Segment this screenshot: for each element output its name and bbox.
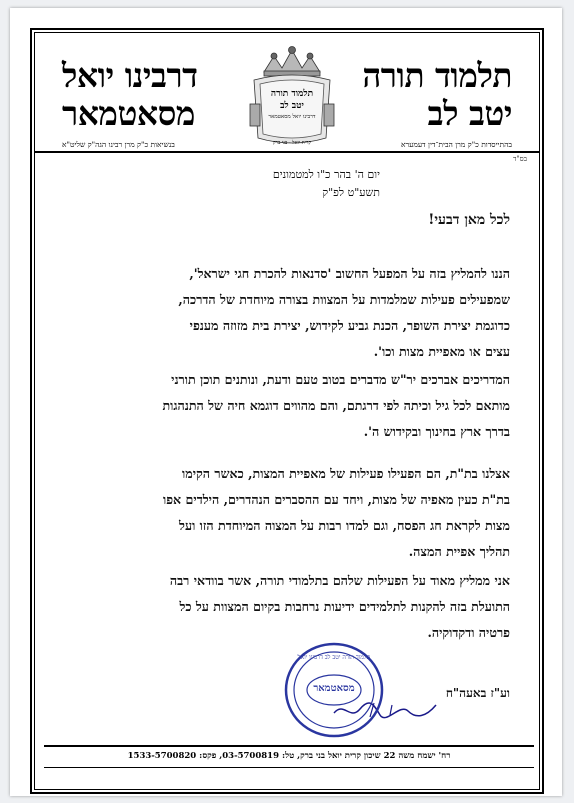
title-right-line2: יטב לב: [427, 94, 512, 133]
paragraph-line: מותאם לכל גיל וכיתה לפי דרגתם, והם מהווים דוגמא חיה של התנהגות: [162, 398, 510, 413]
title-right-line1: תלמוד תורה: [362, 56, 512, 95]
crown-emblem: [244, 44, 340, 152]
bsd-mark: בס"ד: [513, 155, 527, 163]
paragraph-line: שמפעילים פעילות שמלמדות על המצוות בצורה מיוחדת של הדרכה,: [178, 292, 510, 307]
paragraph-line: הננו להמליץ בזה על המפעל החשוב 'סדנאות להכרת חגי ישראל',: [189, 266, 510, 281]
title-left-line1: דרבינו יואל: [62, 56, 198, 95]
paragraph-3: [70, 461, 510, 565]
paragraph-line: מצות לקראת חג הפסח, וגם למדו רבות על המצוה המיוחדת הזו ועל: [179, 518, 510, 533]
paragraph-1: [70, 261, 510, 365]
round-stamp: [282, 640, 386, 740]
paragraph-2: [70, 367, 510, 445]
stamp-ring-text: תלמוד תורה יטב לב דרבינו יואל: [297, 654, 371, 661]
paragraph-line: המדריכים אברכים יר"ש מדברים בטוב טעם ודעת, ונותנים תוכן תורני: [171, 372, 510, 387]
paragraph-line: אצלנו בת"ת, הם הפעילו פעילות של מאפיית המצות, כאשר הקימו: [182, 466, 510, 481]
footer-contact: רח' ישמח משה 22 שיכון קרית יואל בני ברק, טל: 03-5700819, פקס: 1533-5700820: [44, 745, 534, 768]
paragraph-line: אני ממליץ מאוד על הפעילות שלהם בתלמודי תורה, אשר בוודאי רבה: [169, 573, 510, 588]
date-line-1: יום ה' בהר כ"ו למטמונים: [272, 168, 380, 181]
paragraph-line: פרטיה ודקדוקיה.: [427, 625, 510, 640]
paragraph-line: בדרך ארץ בחינוך ובקידוש ה'.: [363, 424, 510, 439]
closing-text: וע"ז באעה"ח: [445, 686, 510, 700]
stamp-center-text: מסאטמאר: [313, 683, 355, 694]
emblem-text-3: דרבינו יואל מסאטמאר: [268, 114, 316, 120]
title-left-line2: מסאטמאר: [62, 94, 195, 133]
emblem-text-2: יטב לב: [280, 101, 304, 111]
emblem-text-4: קרית יואל - בני ברק: [272, 140, 312, 146]
paragraph-4: [70, 568, 510, 646]
header-divider: [34, 151, 540, 153]
subtitle-right: בהתייסדות כ"ק מרן הבית־דין דעמערא: [400, 140, 512, 149]
paragraph-line: בת"ת כעין מאפיה של מצות, ויחד עם ההסברים הנהדרים, הילדים אפו: [162, 492, 510, 507]
date-line-2: תשע"ט לפ"ק: [322, 186, 380, 199]
emblem-text-1: תלמוד תורה: [270, 89, 314, 99]
paragraph-line: תהליך אפיית המצה.: [408, 544, 510, 559]
paragraph-line: כדוגמת יצירת השופר, הכנת גביע לקידוש, יצירת בית מזוזה מענפי: [189, 318, 510, 333]
subtitle-left: בנשיאות כ"ק מרן רבינו הגה"ק שליט"א: [62, 140, 175, 149]
salutation: לכל מאן דבעי!: [428, 212, 510, 228]
paragraph-line: עצים או מאפיית מצות וכו'.: [373, 344, 510, 359]
paragraph-line: התועלת בזה להקנות לתלמידים ידיעות נרחבות בקיום המצוות על כל: [179, 599, 510, 614]
